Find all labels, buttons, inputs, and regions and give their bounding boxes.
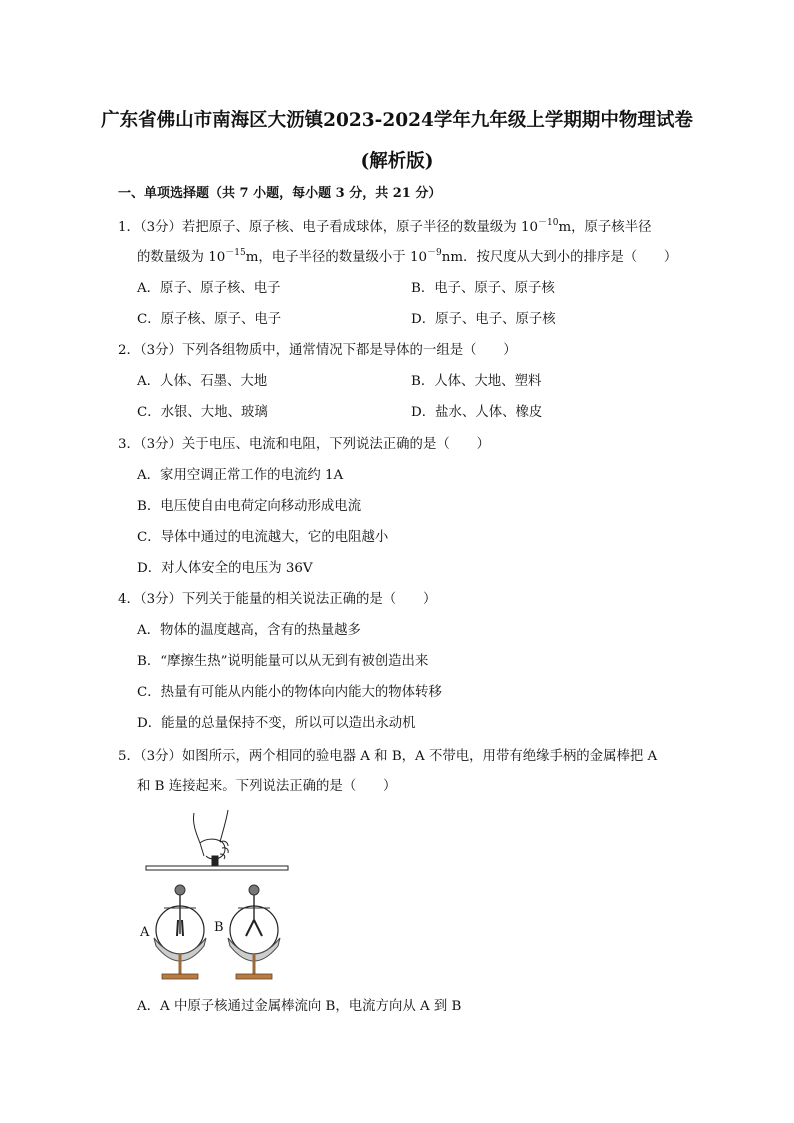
question-1-option-b: B．电子、原子、原子核 xyxy=(411,281,555,296)
question-3-text: 关于电压、电流和电阻，下列说法正确的是（ ） xyxy=(181,437,490,452)
question-2-option-d: D．盐水、人体、橡皮 xyxy=(411,405,543,420)
question-5-number: 5 xyxy=(118,749,127,764)
page-title: 广东省佛山市南海区大沥镇2023-2024学年九年级上学期期中物理试卷(解析版) xyxy=(101,110,693,172)
question-2-option-c: C．水银、大地、玻璃 xyxy=(137,405,268,420)
question-4-option-a: A．物体的温度越高，含有的热量越多 xyxy=(137,623,361,638)
electroscope-a xyxy=(154,885,206,979)
question-5-stem: 5．（3分）如图所示，两个相同的验电器 A 和 B，A 不带电，用带有绝缘手柄的金属棒把 A xyxy=(118,749,658,764)
question-3-option-c: C．导体中通过的电流越大，它的电阻越小 xyxy=(137,530,389,545)
label-b: B xyxy=(214,920,224,935)
question-3-option-b: B．电压使自由电荷定向移动形成电流 xyxy=(137,499,362,514)
question-1-text-e: nm．按尺度从大到小的排序是（ ） xyxy=(441,250,678,265)
question-1-text-b: m，原子核半径 xyxy=(558,220,652,235)
question-1-option-a: A．原子、原子核、电子 xyxy=(137,281,281,296)
question-5-text: 如图所示，两个相同的验电器 A 和 B，A 不带电，用带有绝缘手柄的金属棒把 A xyxy=(181,749,658,764)
question-1-number: 1 xyxy=(118,220,127,235)
question-1-text-c: 的数量级为 10 xyxy=(137,250,226,265)
question-3-score: （3分） xyxy=(139,437,182,452)
question-3-number: 3 xyxy=(118,437,127,452)
hand-icon xyxy=(193,810,228,865)
question-2-option-a: A．人体、石墨、大地 xyxy=(137,374,268,389)
question-4-option-b: B．“摩擦生热”说明能量可以从无到有被创造出来 xyxy=(137,654,429,669)
question-1-line-2 xyxy=(137,248,677,268)
question-5-score: （3分） xyxy=(139,749,182,764)
question-1-text-a: 若把原子、原子核、电子看成球体，原子半径的数量级为 10 xyxy=(181,220,538,235)
label-a: A xyxy=(140,925,150,940)
electroscope-figure xyxy=(134,808,304,988)
exponent-3: －9 xyxy=(427,248,442,258)
exponent-1: －10 xyxy=(537,218,559,228)
exponent-2: －15 xyxy=(225,248,246,258)
question-4-text: 下列关于能量的相关说法正确的是（ ） xyxy=(181,592,437,607)
question-3-stem: 3．（3分）关于电压、电流和电阻，下列说法正确的是（ ） xyxy=(118,437,490,452)
question-2-score: （3分） xyxy=(139,343,182,358)
question-1-text-d: m，电子半径的数量级小于 10 xyxy=(245,250,427,265)
question-1-option-d: D．原子、电子、原子核 xyxy=(411,312,556,327)
question-1-score: （3分） xyxy=(139,220,182,235)
question-2-text: 下列各组物质中，通常情况下都是导体的一组是（ ） xyxy=(181,343,517,358)
question-2-option-b: B．人体、大地、塑料 xyxy=(411,374,542,389)
question-1-option-c: C．原子核、原子、电子 xyxy=(137,312,282,327)
section-heading: 一、单项选择题（共 7 小题，每小题 3 分，共 21 分） xyxy=(118,186,442,201)
question-4-score: （3分） xyxy=(139,592,182,607)
question-4-option-c: C．热量有可能从内能小的物体向内能大的物体转移 xyxy=(137,685,442,700)
question-1-line-1: 1．（3分）若把原子、原子核、电子看成球体，原子半径的数量级为 $10^{-10}m$，原子核半径 xyxy=(118,218,652,235)
question-5-option-a: A．A 中原子核通过金属棒流向 B，电流方向从 A 到 B xyxy=(137,999,462,1014)
question-4-option-d: D．能量的总量保持不变，所以可以造出永动机 xyxy=(137,716,416,731)
question-4-number: 4 xyxy=(118,592,127,607)
question-5-stem-line-2: 和 B 连接起来。下列说法正确的是（ ） xyxy=(137,779,397,794)
question-3-option-d: D．对人体安全的电压为 36V xyxy=(137,561,313,576)
electroscope-b xyxy=(228,885,280,979)
question-2-number: 2 xyxy=(118,343,127,358)
question-3-option-a: A．家用空调正常工作的电流约 1A xyxy=(137,468,344,483)
question-2-stem: 2．（3分）下列各组物质中，通常情况下都是导体的一组是（ ） xyxy=(118,343,517,358)
question-4-stem: 4．（3分）下列关于能量的相关说法正确的是（ ） xyxy=(118,592,437,607)
metal-rod xyxy=(146,866,288,870)
